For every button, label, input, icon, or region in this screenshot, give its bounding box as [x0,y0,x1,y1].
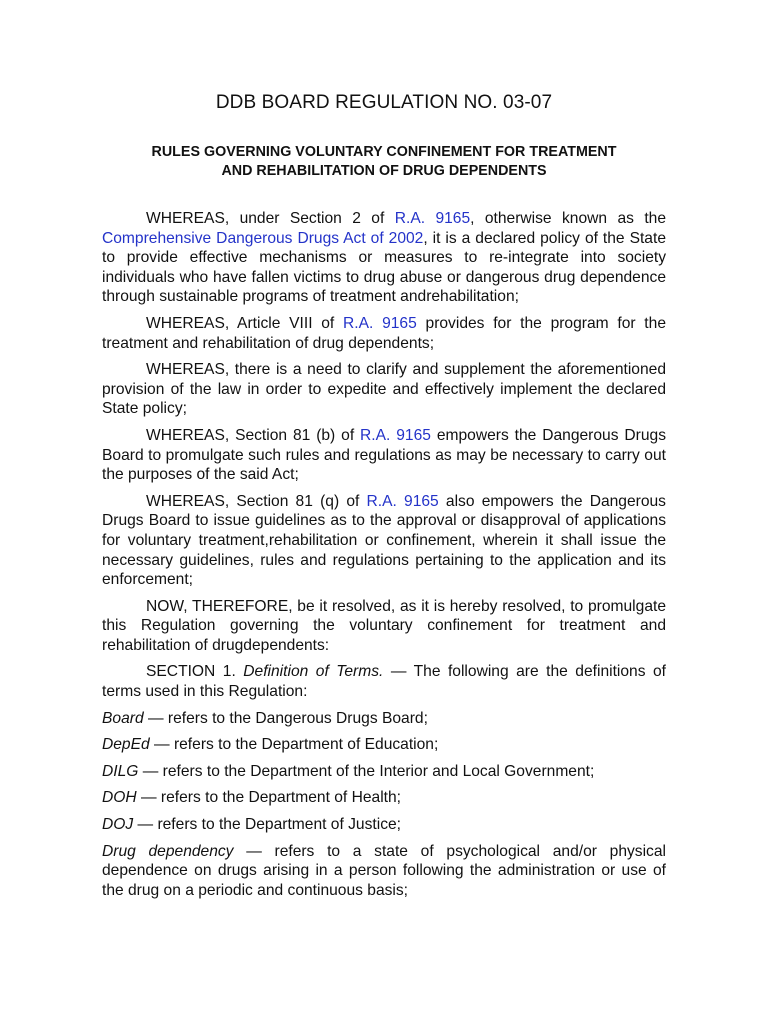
whereas-4-text-b: empowers the Dangerous Drugs Board to promulgate such rules and regulations as may be necessary to carry out the purposes of the said Act; [102,426,666,484]
whereas-4-text-a: WHEREAS, Section 81 (b) of [146,426,361,444]
definition-item [102,709,666,729]
definition-term: DILG [102,762,139,780]
section-1-label: SECTION 1. [146,663,244,681]
whereas-paragraph-3: WHEREAS, there is a need to clarify and supplement the aforementioned provision of the law in order to expedite and effectively implement the declared State policy; [102,361,666,418]
whereas-paragraph-5 [102,492,666,590]
definition-item [102,788,666,808]
definition-term: Drug dependency [102,842,234,860]
definition-item [102,762,666,782]
ra-9165-link[interactable]: R.A. 9165 [343,314,417,332]
whereas-2-text-a: WHEREAS, Article VIII of [146,314,344,332]
section-1-heading [102,662,666,701]
whereas-1-text-a: WHEREAS, under Section 2 of [146,210,395,227]
ra-9165-link[interactable]: R.A. 9165 [360,426,431,444]
document-title: DDB BOARD REGULATION NO. 03-07 [215,92,553,113]
ra-9165-link[interactable]: R.A. 9165 [394,210,471,227]
definition-item [102,735,666,755]
definition-term: DepEd [102,736,150,754]
definition-term: DOH [102,789,137,807]
definition-text: — refers to the Department of Education; [149,736,439,754]
whereas-paragraph-4 [102,426,666,485]
definition-text: — refers to the Department of the Interior and Local Government; [138,762,595,780]
whereas-paragraph-1 [102,209,666,307]
definition-term: DOJ [102,816,134,834]
definition-item [102,842,666,901]
definition-text: — refers to the Dangerous Drugs Board; [143,709,428,727]
document-body [102,209,666,907]
whereas-2-text-b: provides for the program for the treatment and rehabilitation of drug dependents; [102,314,666,352]
subtitle-line-2: AND REHABILITATION OF DRUG DEPENDENTS [221,163,547,179]
section-1-text: — The following are the definitions of terms used in this Regulation: [102,663,667,701]
whereas-5-text-b: also empowers the Dangerous Drugs Board to issue guidelines as to the approval or disapproval of applications for voluntary treatment,rehabilitation or confinement, wherein it shall issue the necessary guidelines, rules and regulations pertaining to the application and its enforcement; [102,492,666,589]
whereas-1-text-c: , it is a declared policy of the State to provide effective mechanisms or measures to re-integrate into society individuals who have fallen victims to drug abuse or dangerous drug dependence through sustainable programs of treatment andrehabilitation; [102,229,666,306]
subtitle-line-1: RULES GOVERNING VOLUNTARY CONFINEMENT FOR TREATMENT [151,144,617,160]
definition-item [102,815,666,835]
now-therefore-paragraph: NOW, THEREFORE, be it resolved, as it is hereby resolved, to promulgate this Regulation governing the voluntary confinement for treatment and rehabilitation of drugdependents: [102,597,666,654]
definition-text: — refers to the Department of Justice; [133,816,401,834]
document-subtitle [0,143,768,181]
definition-term: Board [102,709,144,727]
ra-9165-link[interactable]: R.A. 9165 [366,492,439,510]
whereas-5-text-a: WHEREAS, Section 81 (q) of [146,492,367,510]
whereas-paragraph-2 [102,314,666,353]
whereas-1-text-b: , otherwise known as the [470,210,667,227]
comprehensive-act-link[interactable]: Comprehensive Dangerous Drugs Act of 2002 [102,229,424,247]
section-1-title: Definition of Terms. [243,663,384,681]
definition-text: — refers to a state of psychological and/or physical dependence on drugs arising in a person following the administration or use of the drug on a periodic and continuous basis; [102,842,666,899]
definition-text: — refers to the Department of Health; [136,789,402,807]
